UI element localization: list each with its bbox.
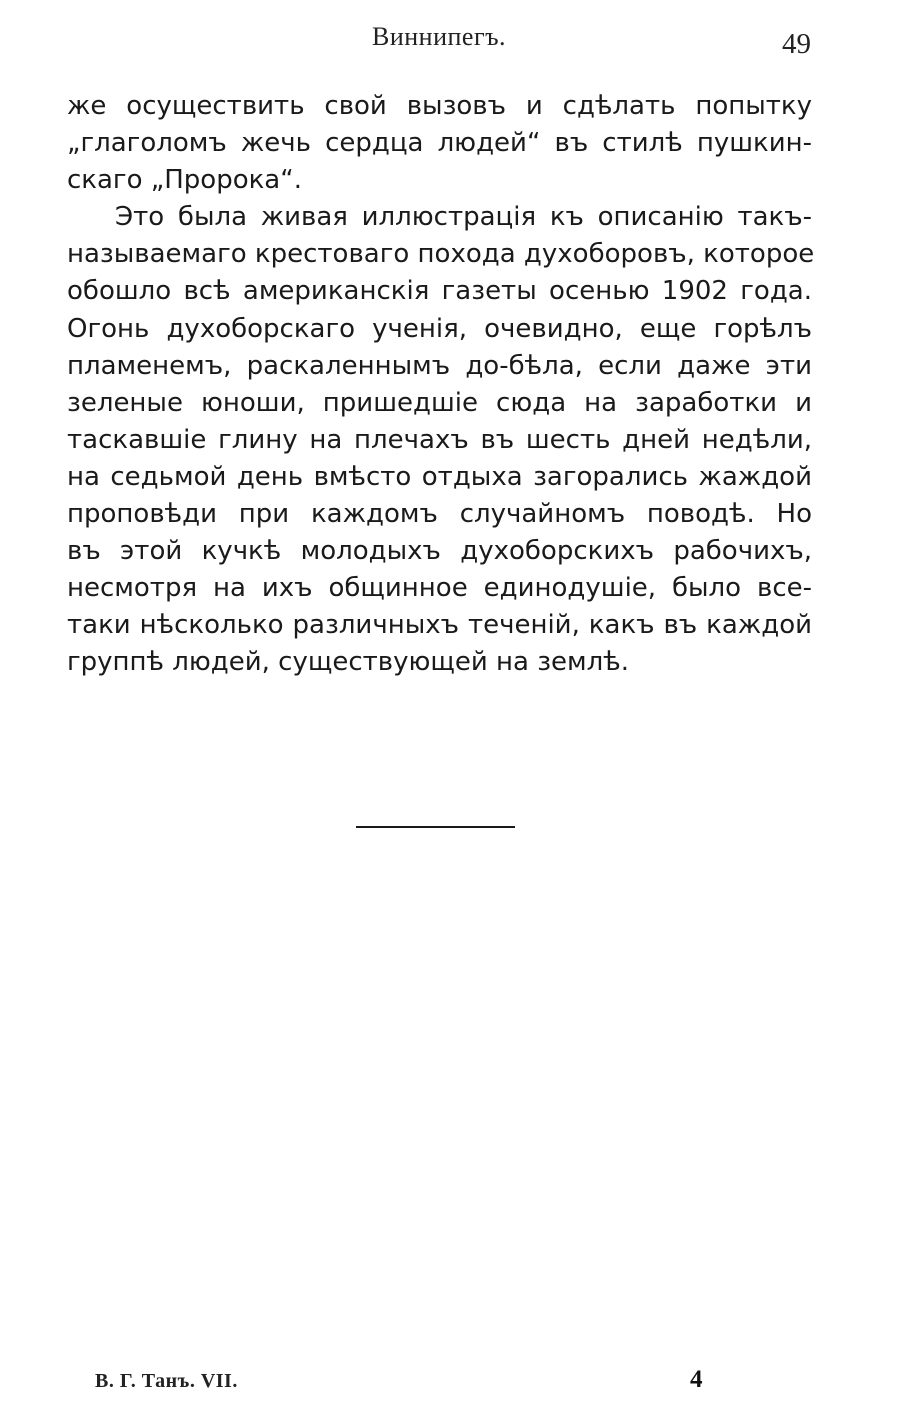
text-line: въ этой кучкѣ молодыхъ духоборскихъ рабочихъ, (67, 536, 812, 567)
page-number: 49 (782, 28, 811, 60)
text-line: группѣ людей, существующей на землѣ. (67, 647, 630, 678)
signature-number: 4 (690, 1366, 703, 1393)
text-line: же осуществить свой вызовъ и сдѣлать попытку (67, 91, 812, 121)
text-line: обошло всѣ американскія газеты осенью 1902 года. (67, 276, 812, 307)
text-line: таки нѣсколько различныхъ теченій, какъ въ каждой (67, 610, 812, 641)
text-line: скаго „Пророка“. (67, 165, 302, 196)
text-line: Это была живая иллюстрація къ описанію такъ- (115, 202, 812, 233)
text-line: пламенемъ, раскаленнымъ до-бѣла, если даже эти (67, 350, 812, 381)
text-line: „глаголомъ жечь сердца людей“ въ стилѣ пушкин- (67, 128, 812, 159)
paragraph-2 (67, 199, 815, 681)
text-line: называемаго крестоваго похода духоборовъ, которое (67, 239, 815, 270)
printer-signature: В. Г. Танъ. VII. (95, 1370, 238, 1392)
text-line: несмотря на ихъ общинное единодушіе, было все- (67, 573, 812, 604)
text-line: на седьмой день вмѣсто отдыха загорались жаждой (67, 461, 812, 492)
text-line: Огонь духоборскаго ученія, очевидно, еще горѣлъ (67, 313, 812, 344)
text-line: зеленые юноши, пришедшіе сюда на заработки и (67, 387, 812, 418)
running-head: Виннипегъ. (372, 22, 507, 51)
text-line: проповѣди при каждомъ случайномъ поводѣ. Но (67, 499, 812, 530)
text-line: таскавшіе глину на плечахъ въ шесть дней недѣли, (67, 424, 812, 455)
section-divider (356, 826, 515, 828)
paragraph-1 (67, 88, 812, 199)
body-text (67, 88, 815, 682)
